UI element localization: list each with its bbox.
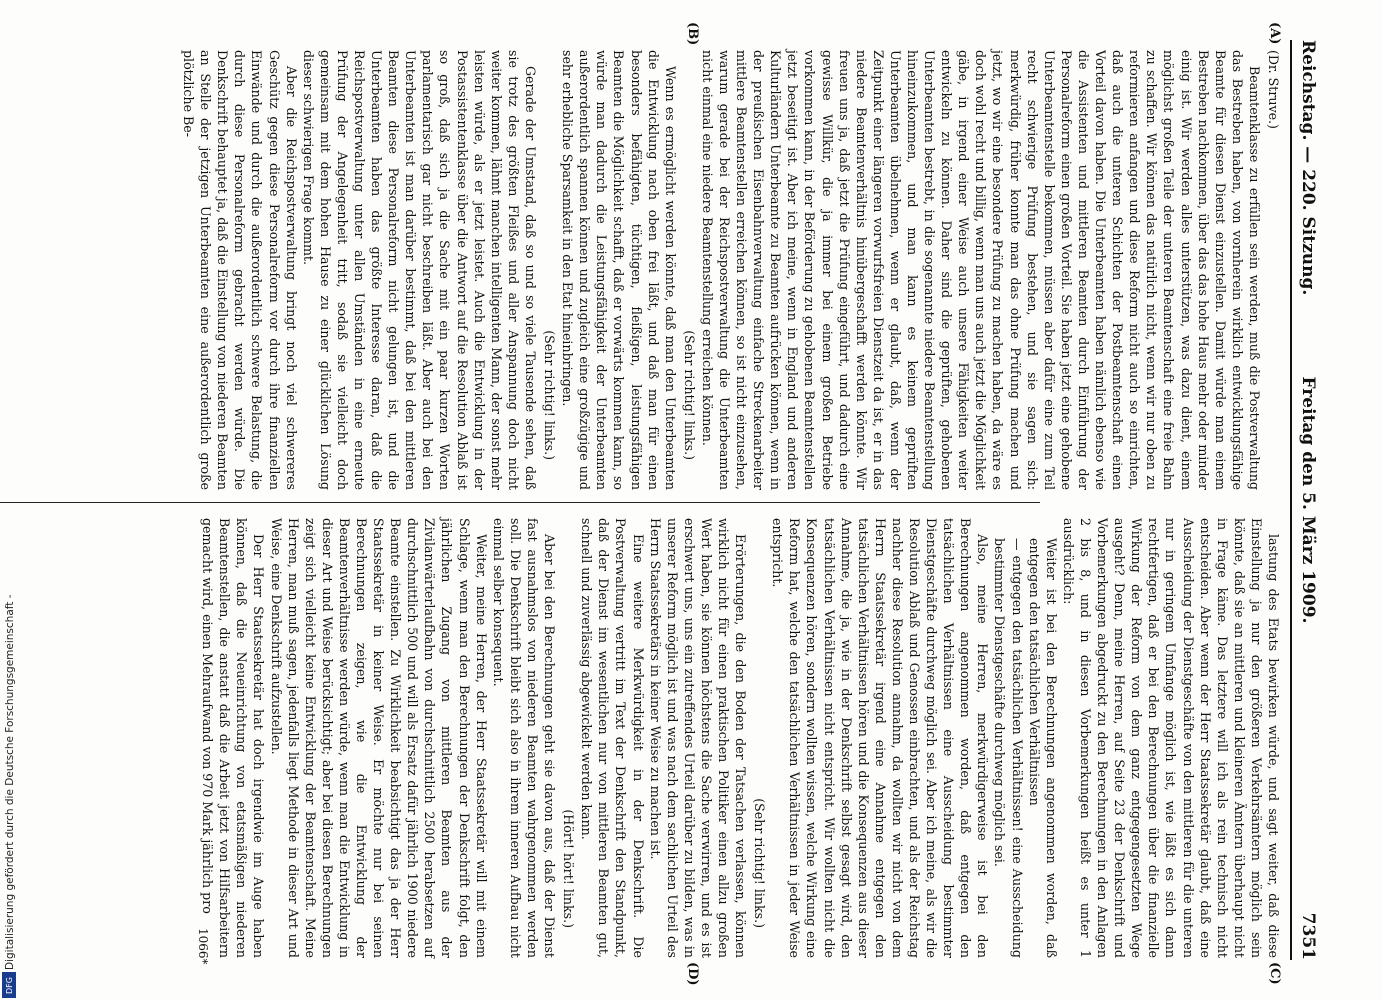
margin-marker-b: (B) (685, 22, 700, 46)
paragraph: Gerade der Umstand, daß so und so viele Tausende sehen, daß sie trotz des größten Fleißes und aller Anspannung doch nicht weiter kommen, lähmt manchen intelligenten Mann, der sonst mehr leisten würde, als er jetzt leistet. Auch die Entwicklung in der Postassistentenklasse über die Antwort auf die Resolution Ablaß ist so groß, daß sich ja die Sache mit ein paar kurzen Worten parlamentarisch gar nicht beschreiben läßt. Aber auch bei den Unterbeamten ist man darüber bestimmt, daß bei den mittleren Beamten diese Personalreform nicht gelungen ist, und die Unterbeamten haben das größte Interesse daran, daß die Reichspostverwaltung unter allen Umständen in eine erneute Prüfung der Angelegenheit tritt, sodaß sie vielleicht doch gemeinsam mit dem hohen Hause zu einer glücklichen Lösung dieser schwierigen Frage kommt. (300, 50, 538, 490)
paragraph: Also, meine Herren, merkwürdigerweise ist bei den Berechnungen angenommen worden, daß entgegen den tatsächlichen Verhältnissen eine Ausscheidung bestimmter Dienstgeschäfte durchweg möglich sei. Aber ich meine, als wir die Resolution Ablaß und Genossen einbrachten, und als der Reichstag nachher diese Resolution annahm, da wollten wir nicht von dem Herrn Staatssekretär irgend eine Annahme entgegen den tatsächlichen Verhältnissen hören und die Konsequenzen aus dieser Annahme, die ja, wie in der Denkschrift selbst gesagt wird, den tatsächlichen Verhältnissen nicht entspricht. Wir wollten nicht die Konsequenzen hören, sondern wollten wissen, welche Wirkung eine Reform hat, welche den tatsächlichen Verhältnissen in jeder Weise entspricht. (770, 518, 991, 958)
column-rule (0, 502, 1040, 503)
margin-marker-d: (D) (685, 962, 700, 986)
paragraph: Eine weitere Merkwürdigkeit in der Denkschrift. Die Postverwaltung vertritt im Text der Denkschrift den Standpunkt, daß der Dienst im wesentlichen nur von mittleren Beamten gut, schnell und zuverlässig abgewickelt werden kann. (579, 518, 646, 958)
paragraph: Beamtenklasse zu erfüllen sein werden, muß die Postverwaltung das Bestreben haben, von vornherein wirklich entwicklungsfähige Beamte für diesen Dienst einzustellen. Damit würde man einem Bestreben nachkommen, über das das hohe Haus mehr oder minder einig ist. Wir werden alles unterstützen, was dazu dient, einem möglichst großen Teile der unteren Beamtenschaft eine freie Bahn zu schaffen. Wir können das natürlich nicht, wenn wir nur oben zu reformieren anfangen und diese Reform nicht auch so einrichten, daß auch die unteren Schichten der Postbeamtenschaft einen Vorteil davon haben. Die Unterbeamten haben nämlich ebenso wie die Assistenten und mittleren Beamten durch Einführung der Personalreform einen großen Vorteil. Sie haben jetzt eine gehobene Unterbeamtenstelle bekommen, müssen aber dafür eine zum Teil recht schwierige Prüfung bestehen, und sie sagen sich: merkwürdig, früher konnte man das ohne Prüfung machen und jetzt, wo wir eine besondere Prüfung zu machen haben, da wäre es doch wohl recht und billig, wenn man uns auch jetzt die Möglichkeit gäbe, in irgend einer Weise auch unsere Fähigkeiten weiter entwickeln zu können. Daher sind die geprüften, gehobenen Unterbeamten bestrebt, in die sogenannte niedere Beamtenstellung hineinzukommen, und man kann es keinem geprüften Unterbeamten übelnehmen, wenn er glaubt, daß, wenn der Zeitpunkt einer längeren vorwurfsfreien Dienstzeit da ist, er in das niedere Beamtenverhältnis hinübergeschafft werden könnte. Wir freuen uns ja, daß jetzt die Prüfung eingeführt, und dadurch eine gewisse Willkür, die ja immer bei einem großen Betriebe vorkommen kann, in der Beförderung zu gehobenen Beamtenstellen jetzt beseitigt ist. Aber ich meine, wenn in England und anderen Kulturländern Unterbeamte zu Beamten aufrücken können, wenn in der preußischen Eisenbahnverwaltung einfache Streckenarbeiter mittlere Beamtenstellen erreichen können, so ist nicht einzusehen, warum gerade bei der Reichspostverwaltung die Unterbeamten nicht einmal eine niedere Beamtenstellung erreichen können. (699, 50, 1262, 490)
paragraph: Wenn es ermöglicht werden könnte, daß man den Unterbeamten die Entwicklung nach oben frei läßt, und daß man für einen besonders befähigten, tüchtigen, fleißigen, leistungsfähigen Beamten die Möglichkeit schafft, daß er vorwärts kommen kann, so würde man dadurch die Leistungsfähigkeit der Unterbeamten außerordentlich spannen können und zugleich eine großzügige und sehr erhebliche Sparsamkeit in den Etat hineinbringen. (560, 50, 678, 490)
interjection: (Hört! hört! links.) (561, 809, 577, 928)
speaker-name: (Dr. Struve.) (1266, 50, 1281, 129)
page-content (40, 0, 1340, 1000)
margin-marker-a: (A) (1267, 22, 1282, 45)
paragraph: Der Herr Staatssekretär hat doch irgendwie im Auge haben können, daß die Neueinrichtung von etatsmäßigen niederen Beamtenstellen, die anstatt daß die Arbeit jetzt von Hilfsarbeitern gemacht wird, einen Mehraufwand von 970 Mark jährlich pro (200, 518, 267, 958)
page-number: 7351 (1298, 912, 1318, 960)
paragraph: Aber bei den Berechnungen geht sie davon aus, daß der Dienst fast ausnahmslos von niederen Beamten wahrgenommen werden soll. Die Denkschrift bleibt sich also in ihrem inneren Aufbau nicht einmal selber konsequent. (490, 518, 558, 958)
dfg-logo (2, 972, 16, 998)
right-column (199, 518, 1282, 958)
interjection: (Sehr richtig! links.) (542, 330, 558, 460)
signature-mark: 1066* (196, 928, 210, 965)
header-center: Freitag den 5. März 1909. (1298, 376, 1318, 624)
dfg-logo-label: DFG (4, 976, 14, 994)
quote: — entgegen den tatsächlichen Verhältnissen! eine Ausscheidung bestimmter Dienstgeschäfte durchweg möglich sei. (992, 538, 1025, 958)
header-rule (1290, 40, 1292, 960)
paragraph: Aber die Reichspostverwaltung bringt noch viel schwereres Geschütz gegen diese Personalreform vor durch ihre finanziellen Einwände und durch die außerordentlich schwere Belastung, die durch diese Personalreform gebracht werden würde. Die Denkschrift behauptet ja, daß die Einstellung von niederen Beamten an Stelle der jetzigen Unterbeamten eine außerordentlich große plötzliche Be- (181, 50, 299, 490)
paragraph: lastung des Etats bewirken würde, und sagt weiter, daß diese Einstellung ja nur den größeren Verkehrsämtern möglich sein könnte, daß sie an mittleren und kleineren Ämtern überhaupt nicht in Frage käme. Das letztere will ich als rein technisch nicht entscheiden. Aber wenn der Herr Staatssekretär glaubt, daß eine Ausscheidung der Dienstgeschäfte von den mittleren für die unteren nur in geringem Umfange möglich ist, wie läßt es sich dann rechtfertigen, daß er bei den Berechnungen über die finanzielle Wirkung der Reform von dem ganz entgegengesetzten Wege ausgeht? Denn, meine Herren, auf Seite 23 der Denkschrift und Vorbemerkungen abgedruckt zu den Berechnungen in den Anlagen 2 bis 8, und in diesen Vorbemerkungen heißt es unter 1 ausdrücklich: (1060, 518, 1281, 958)
left-column (180, 50, 1282, 490)
dfg-text: Digitalisierung gefördert durch die Deutsche Forschungsgemeinschaft - (4, 594, 16, 970)
margin-marker-c: (C) (1267, 962, 1282, 985)
interjection: (Sehr richtig! links.) (681, 330, 697, 460)
header-left: Reichstag. — 220. Sitzung. (1298, 40, 1318, 296)
paragraph: Weiter, meine Herren, der Herr Staatssekretär will mit einem Schlage, wenn man den Berechnungen der Denkschrift folgt, den jährlichen Zugang von mittleren Beamten aus der Zivilanwärterlaufbahn von durchschnittlich 2500 herabsetzen auf durchschnittlich 500 und will als Ersatz dafür jährlich 1900 niedere Beamte einstellen. Zu Wirklichkeit beabsichtigt das ja der Herr Staatssekretär in keiner Weise. Er möchte nur bei seinen Berechnungen zeigen, wie die Entwicklung der Beamtenverhältnisse werden würde, wenn man die Entwicklung in dieser Art und Weise berücksichtigt; aber bei diesen Berechnungen zeigt sich vielleicht keine Entwicklung der Beamtenschaft. Meine Herren, man muß sagen, jedenfalls liegt Methode in dieser Art und Weise, eine Denkschrift aufzustellen. (268, 518, 489, 958)
paragraph: Erörterungen, die den Boden der Tatsachen verlassen, können wirklich nicht für einen praktischen Politiker einen allzu großen Wert haben, sie können höchstens die Sache verwirren, und es ist erschwert uns, uns ein zutreffendes Urteil darüber zu bilden, was in unserer Reform möglich ist und was nach dem sachlichen Urteil des Herrn Staatssekretärs in keiner Weise zu machen ist. (647, 518, 749, 958)
page-header (1292, 40, 1322, 960)
dfg-strip (2, 10, 18, 994)
quote: Weiter ist bei den Berechnungen angenommen worden, daß entgegen den tatsächlichen Verhältnissen (1026, 538, 1059, 958)
interjection: (Sehr richtig! links.) (752, 798, 768, 928)
